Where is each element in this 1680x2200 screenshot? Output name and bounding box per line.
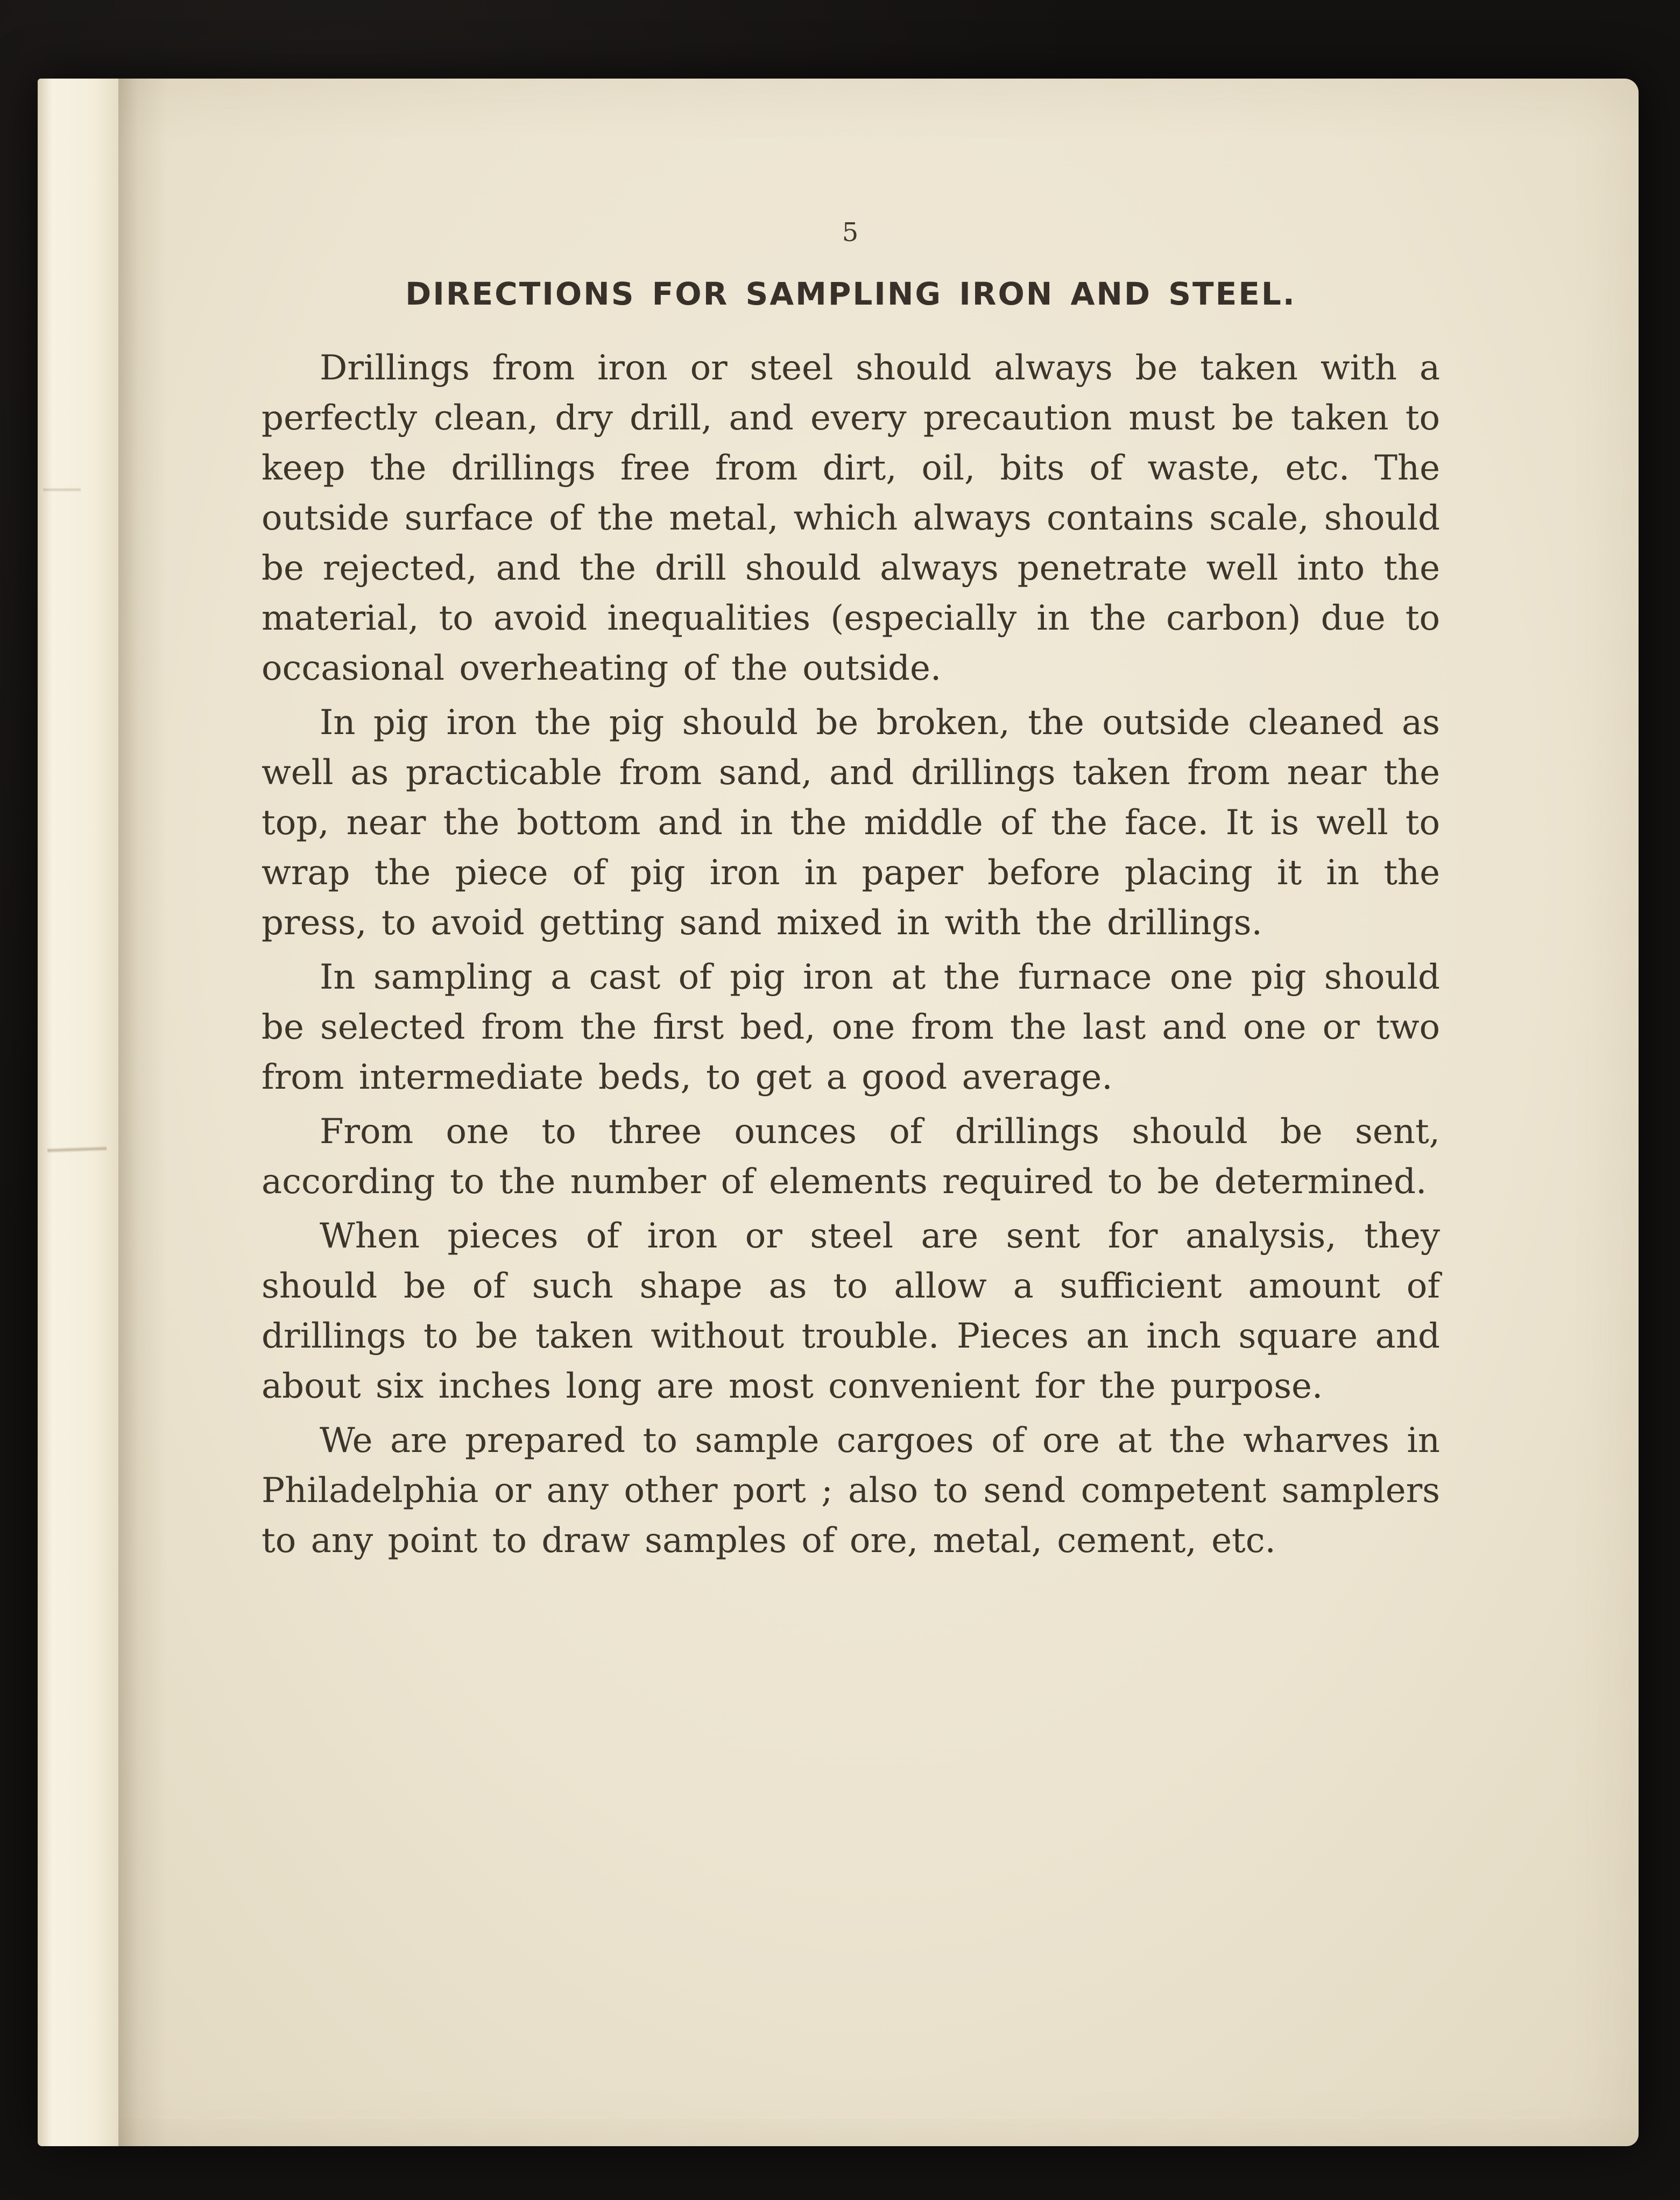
page-title: DIRECTIONS FOR SAMPLING IRON AND STEEL. bbox=[405, 276, 1296, 312]
page-number: 5 bbox=[842, 217, 860, 248]
paragraph-pig-iron: In pig iron the pig should be broken, the outside cleaned as well as practicable from sand, and drillings taken from near the top, near the bottom and in the middle of the face. It is well to wrap the piece of pig iron in paper before placing it in the press, to avoid getting sand mixed in with the drillings. bbox=[262, 703, 1440, 943]
binding-edge bbox=[38, 79, 118, 2146]
paper-crease-mark-small bbox=[43, 488, 81, 492]
paragraph-piece-shape: When pieces of iron or steel are sent for analysis, they should be of such shape as to allow a sufficient amount of drillings to be taken without trouble. Pieces an inch square and about six inches long are most convenient for the purpose. bbox=[262, 1216, 1440, 1406]
paragraph-cast-sampling: In sampling a cast of pig iron at the furnace one pig should be selected from the first bed, one from the last and one or two from intermediate beds, to get a good average. bbox=[262, 957, 1440, 1097]
paragraph-ounces-required: From one to three ounces of drillings should be sent, according to the number of elements required to be determined. bbox=[262, 1112, 1440, 1202]
book-page bbox=[38, 79, 1639, 2146]
fold-crease bbox=[118, 79, 167, 2146]
paragraph-cargo-sampling: We are prepared to sample cargoes of ore at the wharves in Philadelphia or any other port ; also to send competent samplers to any point to draw samples of ore, metal, cement, etc. bbox=[262, 1421, 1440, 1561]
paragraph-sampling-drillings: Drillings from iron or steel should always be taken with a perfectly clean, dry drill, and every precaution must be taken to keep the drillings free from dirt, oil, bits of waste, etc. The outside surface of the metal, which always contains scale, should be rejected, and the drill should always penetrate well into the material, to avoid inequalities (especially in the carbon) due to occasional overheating of the outside. bbox=[262, 348, 1440, 688]
page-content bbox=[262, 217, 1440, 1570]
